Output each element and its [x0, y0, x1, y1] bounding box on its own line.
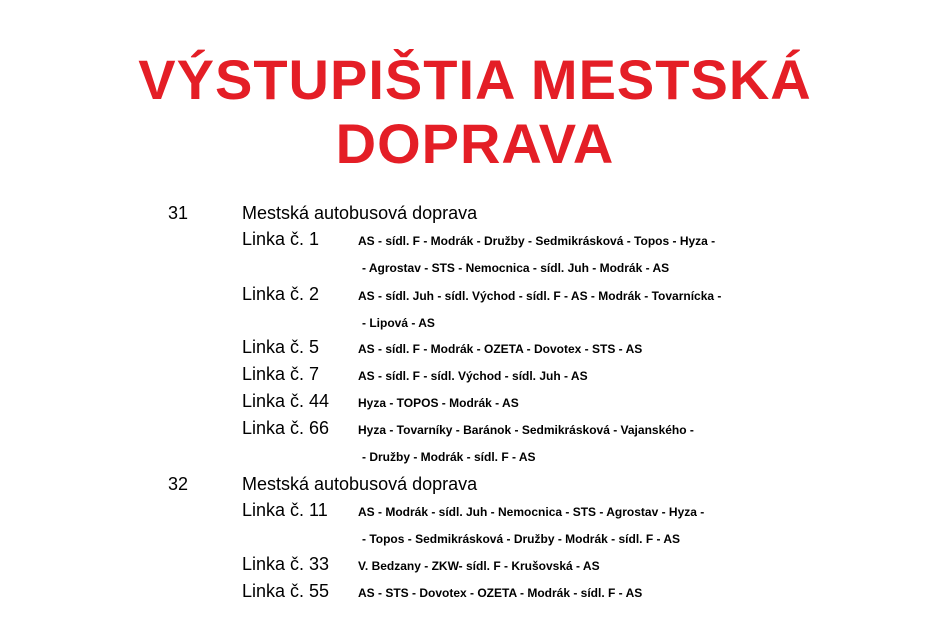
- section-name: Mestská autobusová doprava: [242, 474, 478, 494]
- line-label: Linka č. 2: [242, 284, 320, 304]
- line-label: Linka č. 44: [242, 391, 330, 411]
- line-label: Linka č. 1: [242, 229, 320, 249]
- section-name: Mestská autobusová doprava: [242, 203, 478, 223]
- line-label: Linka č. 66: [242, 418, 330, 438]
- route-text-continued: - Agrostav - STS - Nemocnica - sídl. Juh - Modrák - AS: [362, 261, 670, 275]
- line-label: Linka č. 11: [242, 500, 328, 520]
- section-number: 32: [168, 474, 189, 494]
- route-text: AS - sídl. F - Modrák - OZETA - Dovotex - STS - AS: [358, 342, 643, 356]
- line-label: Linka č. 7: [242, 364, 320, 384]
- line-label: Linka č. 33: [242, 554, 330, 574]
- line-label: Linka č. 5: [242, 337, 320, 357]
- line-label: Linka č. 55: [242, 581, 330, 601]
- route-text: Hyza - TOPOS - Modrák - AS: [358, 396, 519, 410]
- page-title: [0, 48, 950, 176]
- route-text: AS - sídl. F - sídl. Východ - sídl. Juh - AS: [358, 369, 588, 383]
- route-text: Hyza - Tovarníky - Baránok - Sedmikrásková - Vajanského -: [358, 423, 694, 437]
- section-number: 31: [168, 203, 189, 223]
- page-title-line-2: DOPRAVA: [335, 112, 615, 175]
- route-text: V. Bedzany - ZKW- sídl. F - Krušovská - AS: [358, 559, 600, 573]
- route-text-continued: - Topos - Sedmikrásková - Družby - Modrák - sídl. F - AS: [362, 532, 681, 546]
- route-text: AS - Modrák - sídl. Juh - Nemocnica - STS - Agrostav - Hyza -: [358, 505, 705, 519]
- route-text-continued: - Lipová - AS: [362, 316, 435, 330]
- page-title-line-1: VÝSTUPIŠTIA MESTSKÁ: [138, 48, 812, 111]
- route-text: AS - STS - Dovotex - OZETA - Modrák - sídl. F - AS: [358, 586, 643, 600]
- route-text: AS - sídl. F - Modrák - Družby - Sedmikrásková - Topos - Hyza -: [358, 234, 716, 248]
- route-text-continued: - Družby - Modrák - sídl. F - AS: [362, 450, 536, 464]
- route-text: AS - sídl. Juh - sídl. Východ - sídl. F - AS - Modrák - Tovarnícka -: [358, 289, 722, 303]
